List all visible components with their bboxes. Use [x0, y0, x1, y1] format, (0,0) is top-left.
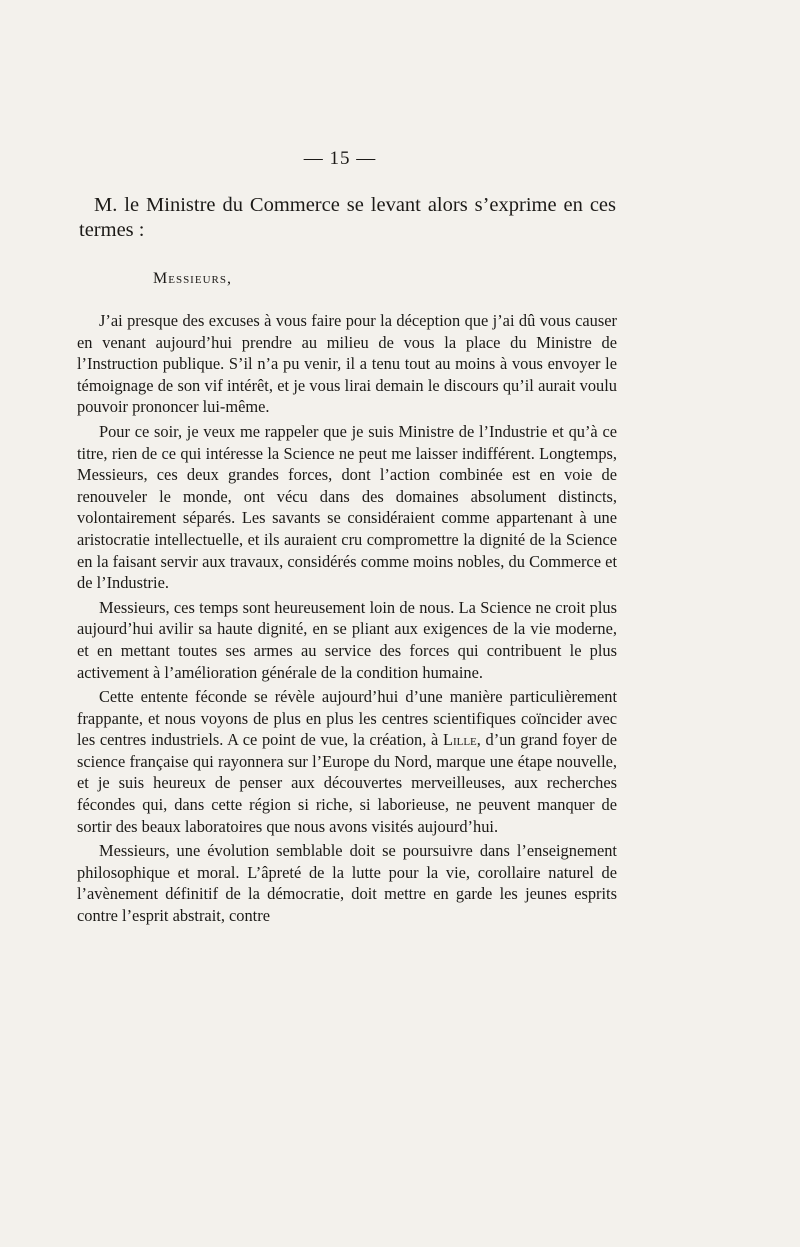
paragraph-1: J’ai presque des excuses à vous faire pour la déception que j’ai dû vous causer en venant aujourd’hui prendre au milieu de vous la place du Ministre de l’Instruction publique. S’il n’a pu venir, il a tenu tout au moins à vous envoyer le témoignage de son vif intérêt, et je vous lirai demain le discours qu’il aurait voulu pouvoir prononcer lui-même. — [77, 311, 617, 417]
paragraph-4-after: , d’un grand foyer de science française qui rayonnera sur l’Europe du Nord, marque une étape nouvelle, et je suis heureux de penser aux découvertes merveilleuses, aux recherches fécondes qui, dans cette région si riche, si laborieuse, ne peuvent manquer de sortir des beaux laboratoires que nous avons visités aujourd’hui. — [77, 730, 617, 836]
paragraph-2: Pour ce soir, je veux me rappeler que je suis Ministre de l’Industrie et qu’à ce titre, rien de ce qui intéresse la Science ne peut me laisser indifférent. Longtemps, Messieurs, ces deux grandes forces, dont l’action combinée est en voie de renouveler le monde, ont vécu dans des domaines absolument distincts, volontairement séparés. Les savants se considéraient comme appartenant à une aristocratie intellectuelle, et ils auraient cru compromettre la dignité de la Science en la faisant servir aux travaux, considérés comme moins nobles, du Commerce et de l’Industrie. — [77, 421, 617, 593]
salutation: Messieurs, — [153, 270, 232, 287]
paragraph-5: Messieurs, une évolution semblable doit se poursuivre dans l’enseignement philosophique et moral. L’âpreté de la lutte pour la vie, corollaire naturel de l’avènement définitif de la démocratie, doit mettre en garde les jeunes esprits contre l’esprit abstrait, contre — [77, 841, 617, 926]
page-number: — 15 — — [303, 148, 377, 169]
paragraph-3: Messieurs, ces temps sont heureusement loin de nous. La Science ne croit plus aujourd’hui avilir sa haute dignité, en se pliant aux exigences de la vie moderne, et en mettant toutes ses armes au service des forces qui contribuent le plus activement à l’amélioration générale de la condition humaine. — [77, 597, 617, 682]
intro-line: M. le Ministre du Commerce se levant alors s’exprime en ces termes : — [79, 194, 616, 241]
paragraph-4 — [77, 686, 617, 837]
city-name: Lille — [442, 730, 477, 750]
paragraph-4-before: Cette entente féconde se révèle aujourd’hui d’une manière particulièrement frappante, et nous voyons de plus en plus les centres scientifiques coïncider avec les centres industriels. A ce point de vue, la création, à — [77, 687, 617, 750]
speech-body — [77, 310, 617, 930]
